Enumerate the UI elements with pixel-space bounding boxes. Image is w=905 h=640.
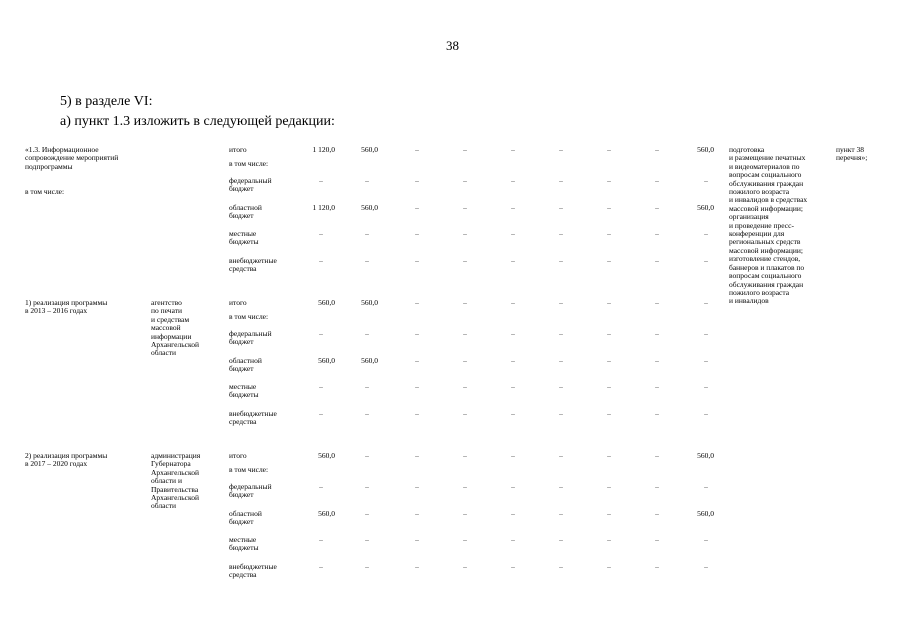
table-cell: – bbox=[655, 535, 659, 544]
row-label: внебюджетные средства bbox=[229, 562, 277, 580]
table-cell: – bbox=[319, 409, 323, 418]
table-cell: – bbox=[655, 203, 659, 212]
table-cell: – bbox=[704, 482, 708, 491]
row-label: итого bbox=[229, 298, 247, 307]
table-cell: – bbox=[655, 229, 659, 238]
table-cell: – bbox=[415, 229, 419, 238]
table-cell: – bbox=[607, 176, 611, 185]
table-cell: – bbox=[607, 509, 611, 518]
table-cell: – bbox=[559, 229, 563, 238]
table-cell: – bbox=[511, 562, 515, 571]
table-cell: – bbox=[559, 409, 563, 418]
row-label: областной бюджет bbox=[229, 509, 262, 527]
table-cell: – bbox=[511, 356, 515, 365]
table-cell: 560,0 bbox=[697, 451, 714, 460]
table-cell: – bbox=[365, 409, 369, 418]
row-label: внебюджетные средства bbox=[229, 409, 277, 427]
table-cell: – bbox=[607, 356, 611, 365]
table-cell: 560,0 bbox=[361, 298, 378, 307]
block-executor: администрация Губернатора Архангельской области и Правительства Архангельской области bbox=[151, 451, 201, 511]
table-cell: – bbox=[463, 482, 467, 491]
table-cell: – bbox=[559, 562, 563, 571]
heading-section: 5) в разделе VI: bbox=[60, 94, 153, 109]
table-cell: – bbox=[415, 482, 419, 491]
table-cell: – bbox=[415, 256, 419, 265]
table-cell: – bbox=[463, 451, 467, 460]
row-label: местные бюджеты bbox=[229, 535, 259, 553]
row-label: федеральный бюджет bbox=[229, 329, 272, 347]
table-cell: – bbox=[511, 451, 515, 460]
table-cell: – bbox=[415, 382, 419, 391]
table-cell: – bbox=[511, 382, 515, 391]
table-cell: – bbox=[319, 535, 323, 544]
block-subtitle: в том числе: bbox=[25, 187, 65, 196]
table-cell: – bbox=[655, 356, 659, 365]
table-cell: – bbox=[319, 176, 323, 185]
table-cell: – bbox=[607, 203, 611, 212]
table-cell: – bbox=[415, 145, 419, 154]
table-cell: – bbox=[463, 535, 467, 544]
table-cell: – bbox=[365, 382, 369, 391]
table-cell: – bbox=[704, 356, 708, 365]
table-cell: – bbox=[463, 562, 467, 571]
table-cell: – bbox=[463, 329, 467, 338]
table-cell: – bbox=[655, 176, 659, 185]
table-cell: – bbox=[365, 482, 369, 491]
table-cell: – bbox=[415, 451, 419, 460]
table-cell: – bbox=[559, 509, 563, 518]
table-cell: 1 120,0 bbox=[312, 203, 335, 212]
table-cell: 560,0 bbox=[318, 451, 335, 460]
table-cell: – bbox=[559, 176, 563, 185]
table-cell: – bbox=[463, 145, 467, 154]
table-cell: – bbox=[365, 256, 369, 265]
table-cell: – bbox=[511, 298, 515, 307]
result-description: подготовка и размещение печатных и видеоматериалов по вопросам социального обслуживания граждан пожилого возраста и инвалидов в средствах массовой информации; организация и проведение пресс- конференции для региональных средств массовой информации; изготовление стендов, баннеров и плакатов по вопросам социального обслуживания граждан пожилого возраста и инвалидов bbox=[729, 145, 808, 306]
table-cell: – bbox=[463, 509, 467, 518]
table-cell: 560,0 bbox=[697, 509, 714, 518]
table-cell: – bbox=[365, 451, 369, 460]
table-cell: – bbox=[415, 203, 419, 212]
table-cell: – bbox=[655, 409, 659, 418]
table-cell: – bbox=[365, 229, 369, 238]
table-cell: – bbox=[415, 509, 419, 518]
table-cell: – bbox=[655, 382, 659, 391]
table-cell: – bbox=[655, 298, 659, 307]
table-cell: – bbox=[607, 451, 611, 460]
table-cell: – bbox=[607, 229, 611, 238]
table-cell: – bbox=[511, 256, 515, 265]
block-title: «1.3. Информационное сопровождение мероприятий подпрограммы bbox=[25, 145, 119, 171]
table-cell: – bbox=[607, 329, 611, 338]
table-cell: 560,0 bbox=[318, 356, 335, 365]
table-cell: – bbox=[365, 176, 369, 185]
table-cell: 560,0 bbox=[361, 203, 378, 212]
table-cell: – bbox=[463, 203, 467, 212]
table-cell: – bbox=[607, 382, 611, 391]
table-cell: – bbox=[415, 562, 419, 571]
table-cell: – bbox=[319, 562, 323, 571]
table-cell: – bbox=[463, 382, 467, 391]
table-cell: – bbox=[511, 203, 515, 212]
table-cell: – bbox=[319, 229, 323, 238]
row-label: итого bbox=[229, 451, 247, 460]
block-title: 1) реализация программы в 2013 – 2016 годах bbox=[25, 298, 108, 316]
table-cell: – bbox=[415, 298, 419, 307]
table-cell: – bbox=[704, 229, 708, 238]
table-cell: – bbox=[415, 409, 419, 418]
table-cell: – bbox=[365, 535, 369, 544]
page-number: 38 bbox=[446, 38, 459, 53]
table-cell: – bbox=[655, 256, 659, 265]
block-title: 2) реализация программы в 2017 – 2020 годах bbox=[25, 451, 108, 469]
table-cell: – bbox=[415, 329, 419, 338]
table-cell: – bbox=[607, 535, 611, 544]
table-cell: – bbox=[319, 482, 323, 491]
table-cell: 560,0 bbox=[697, 203, 714, 212]
table-cell: – bbox=[463, 356, 467, 365]
table-cell: – bbox=[559, 329, 563, 338]
table-cell: – bbox=[704, 329, 708, 338]
table-cell: – bbox=[704, 409, 708, 418]
table-cell: – bbox=[415, 535, 419, 544]
table-cell: – bbox=[365, 562, 369, 571]
table-cell: – bbox=[511, 409, 515, 418]
row-label: местные бюджеты bbox=[229, 229, 259, 247]
table-cell: – bbox=[463, 229, 467, 238]
table-cell: – bbox=[559, 451, 563, 460]
table-cell: – bbox=[704, 256, 708, 265]
table-cell: – bbox=[655, 451, 659, 460]
table-cell: – bbox=[704, 298, 708, 307]
table-cell: – bbox=[655, 509, 659, 518]
row-label: внебюджетные средства bbox=[229, 256, 277, 274]
table-cell: 560,0 bbox=[697, 145, 714, 154]
table-cell: – bbox=[319, 329, 323, 338]
table-cell: – bbox=[463, 298, 467, 307]
table-cell: – bbox=[704, 535, 708, 544]
heading-instruction: а) пункт 1.3 изложить в следующей редакции: bbox=[60, 114, 335, 129]
table-cell: – bbox=[415, 356, 419, 365]
table-cell: 560,0 bbox=[361, 145, 378, 154]
row-label: местные бюджеты bbox=[229, 382, 259, 400]
table-cell: – bbox=[559, 256, 563, 265]
table-cell: – bbox=[704, 176, 708, 185]
row-label: федеральный бюджет bbox=[229, 176, 272, 194]
table-cell: – bbox=[511, 176, 515, 185]
row-label: в том числе: bbox=[229, 465, 269, 474]
table-cell: – bbox=[655, 329, 659, 338]
block-executor: агентство по печати и средствам массовой информации Архангельской области bbox=[151, 298, 199, 358]
table-cell: – bbox=[463, 176, 467, 185]
table-cell: – bbox=[511, 145, 515, 154]
table-cell: – bbox=[655, 482, 659, 491]
table-cell: 560,0 bbox=[318, 509, 335, 518]
row-label: областной бюджет bbox=[229, 203, 262, 221]
table-cell: – bbox=[511, 535, 515, 544]
table-cell: – bbox=[607, 409, 611, 418]
table-cell: – bbox=[365, 329, 369, 338]
table-cell: – bbox=[415, 176, 419, 185]
table-cell: – bbox=[704, 562, 708, 571]
row-label: в том числе: bbox=[229, 159, 269, 168]
table-cell: – bbox=[559, 482, 563, 491]
table-cell: – bbox=[607, 562, 611, 571]
table-cell: – bbox=[319, 256, 323, 265]
table-cell: – bbox=[704, 382, 708, 391]
table-cell: 560,0 bbox=[318, 298, 335, 307]
table-cell: – bbox=[511, 509, 515, 518]
table-cell: – bbox=[607, 145, 611, 154]
row-label: областной бюджет bbox=[229, 356, 262, 374]
row-label: итого bbox=[229, 145, 247, 154]
table-cell: – bbox=[463, 409, 467, 418]
table-cell: 560,0 bbox=[361, 356, 378, 365]
list-reference: пункт 38 перечня»; bbox=[836, 145, 868, 163]
row-label: федеральный бюджет bbox=[229, 482, 272, 500]
table-cell: – bbox=[511, 482, 515, 491]
table-cell: – bbox=[559, 145, 563, 154]
table-cell: – bbox=[559, 356, 563, 365]
table-cell: – bbox=[511, 229, 515, 238]
table-cell: 1 120,0 bbox=[312, 145, 335, 154]
table-cell: – bbox=[559, 535, 563, 544]
table-cell: – bbox=[655, 145, 659, 154]
row-label: в том числе: bbox=[229, 312, 269, 321]
table-cell: – bbox=[365, 509, 369, 518]
table-cell: – bbox=[607, 256, 611, 265]
table-cell: – bbox=[559, 203, 563, 212]
table-cell: – bbox=[655, 562, 659, 571]
table-cell: – bbox=[607, 482, 611, 491]
table-cell: – bbox=[607, 298, 611, 307]
table-cell: – bbox=[559, 298, 563, 307]
table-cell: – bbox=[511, 329, 515, 338]
table-cell: – bbox=[559, 382, 563, 391]
table-cell: – bbox=[463, 256, 467, 265]
table-cell: – bbox=[319, 382, 323, 391]
